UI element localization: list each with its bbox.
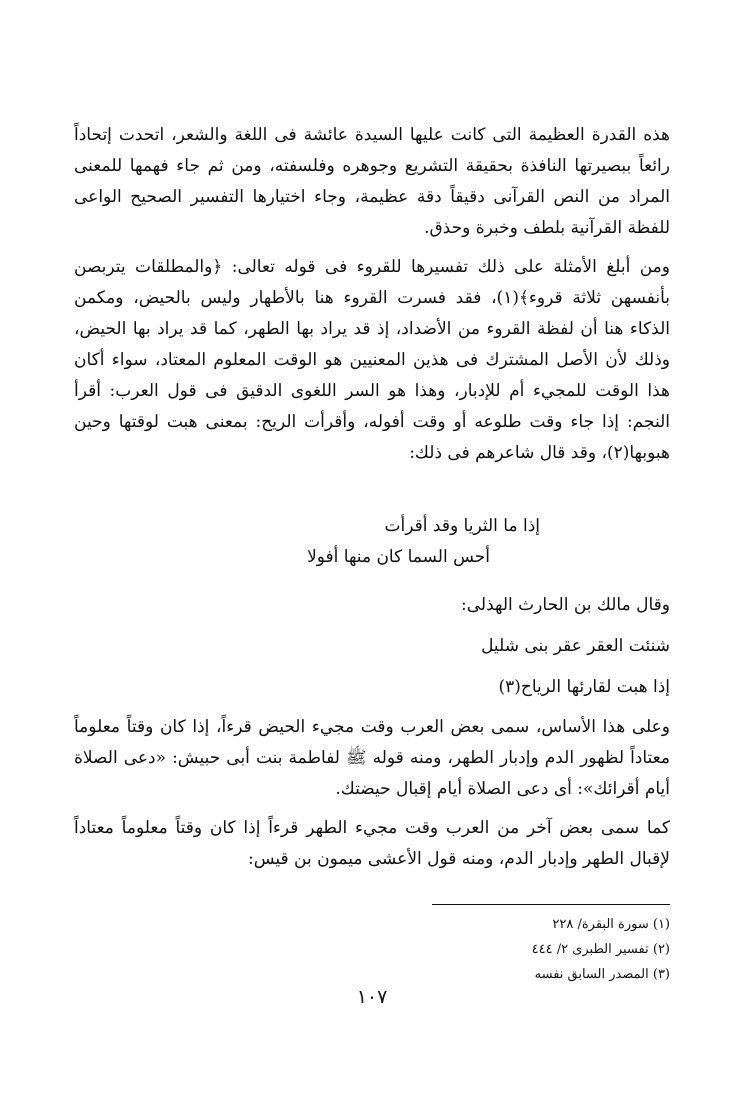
verse-block-2 bbox=[74, 590, 670, 703]
paragraph-quru-example: ومن أبلغ الأمثلة على ذلك تفسيرها للقروء فى قوله تعالى: ﴿والمطلقات يتربصن بأنفسهن ثلاثة قروء﴾(١)، فقد فسرت القروء هنا بالأطهار وليس بالحيض، ومكمن الذكاء هنا أن لفظة القروء من الأضداد، إذ قد يراد بها الطهر، كما قد يراد بها الحيض، وذلك لأن الأصل المشترك فى هذين المعنيين هو الوقت المعلوم المعتاد، سواء أكان هذا الوقت للمجيء أم للإدبار، وهذا هو السر اللغوى الدقيق فى قول العرب: أقرأ النجم: إذا جاء وقت طلوعه أو وقت أفوله، وأقرأت الريح: بمعنى هبت لوقتها وحين هبوبها(٢)، وقد قال شاعرهم فى ذلك: bbox=[74, 257, 670, 463]
paragraph-tuhr: كما سمى بعض آخر من العرب وقت مجيء الطهر قرءاً إذا كان وقتاً معلوماً معتاداً لإقبال الطهر وإدبار الدم، ومنه قول الأعشى ميمون بن قيس: bbox=[74, 818, 670, 869]
verse-line: أحس السما كان منها أفولا bbox=[307, 547, 490, 567]
footnote: (١) سورة البقرة/ ٢٢٨ bbox=[552, 917, 670, 932]
footnote: (٢) تفسير الطبرى ٢/ ٤٤٤ bbox=[531, 942, 670, 957]
verse-block-1 bbox=[74, 511, 670, 573]
verse-line: إذا هبت لقارئها الرياح(٣) bbox=[498, 677, 670, 697]
poet-intro: وقال مالك بن الحارث الهذلى: bbox=[461, 595, 670, 615]
footnotes bbox=[300, 912, 670, 987]
footnote: (٣) المصدر السابق نفسه bbox=[534, 967, 670, 982]
body-text-lower bbox=[74, 712, 670, 883]
page-number: ١٠٧ bbox=[356, 986, 388, 1008]
verse-line: شنئت العقر عقر بنى شليل bbox=[481, 636, 670, 656]
body-text-upper bbox=[74, 120, 670, 477]
paragraph-hayd: وعلى هذا الأساس، سمى بعض العرب وقت مجيء الحيض قرءاً، إذا كان وقتاً معلوماً معتاداً لظهور الدم وإدبار الطهر، ومنه قوله ﷺ لفاطمة بنت أبى حبيش: «دعى الصلاة أيام أقرائك»: أى دعى الصلاة أيام إقبال حيضتك. bbox=[74, 717, 670, 799]
footnote-divider bbox=[432, 904, 670, 905]
paragraph-intro: هذه القدرة العظيمة التى كانت عليها السيدة عائشة فى اللغة والشعر، اتحدت إتحاداً رائعاً ببصيرتها النافذة بحقيقة التشريع وجوهره وفلسفته، ومن ثم جاء فهمها للمعنى المراد من النص القرآنى دقيقاً دقة عظيمة، وجاء اختيارها التفسير الصحيح الواعى للفظة القرآنية بلطف وخبرة وحذق. bbox=[74, 125, 670, 238]
verse-line: إذا ما الثريا وقد أقرأت bbox=[384, 516, 540, 536]
